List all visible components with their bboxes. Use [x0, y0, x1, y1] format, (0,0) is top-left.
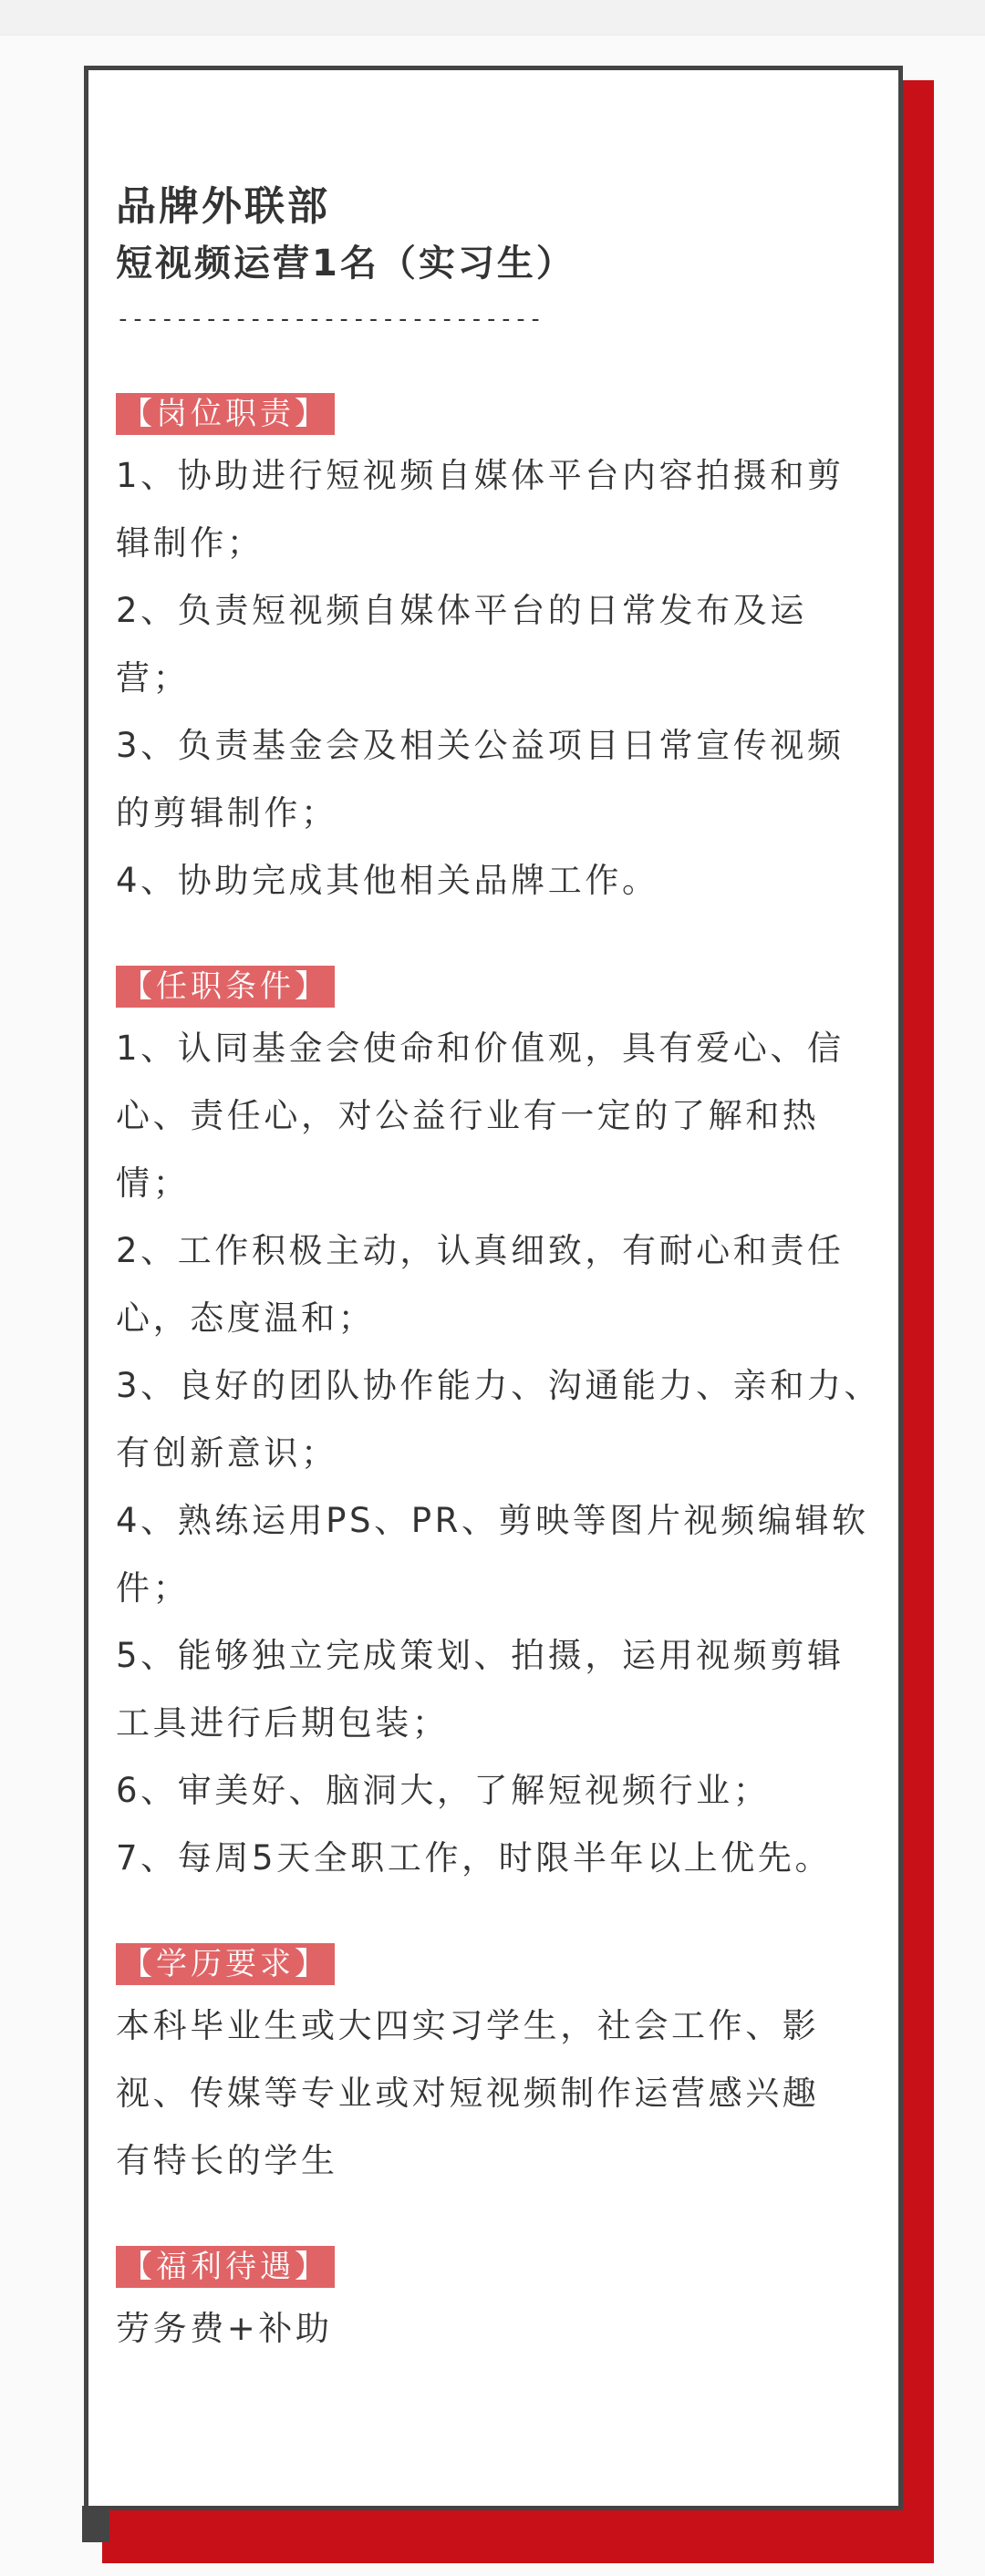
requirements-line: 心、责任心，对公益行业有一定的了解和热	[116, 1096, 820, 1135]
position-title: 短视频运营1名（实习生）	[116, 243, 575, 284]
duties-line: 3、负责基金会及相关公益项目日常宣传视频	[116, 726, 845, 765]
education-line: 本科毕业生或大四实习学生，社会工作、影	[116, 2006, 820, 2045]
requirements-line: 工具进行后期包装；	[116, 1703, 450, 1743]
duties-line: 辑制作；	[116, 523, 264, 563]
requirements-line: 有创新意识；	[116, 1433, 338, 1473]
section-label-requirements: 【任职条件】	[116, 966, 335, 1008]
card-corner-accent	[82, 2506, 109, 2542]
section-duties	[116, 393, 882, 915]
section-label-benefits: 【福利待遇】	[116, 2246, 335, 2288]
department-title: 品牌外联部	[116, 183, 330, 230]
duties-line: 的剪辑制作；	[116, 793, 338, 833]
section-requirements	[116, 966, 882, 1892]
requirements-line: 心，态度温和；	[116, 1298, 376, 1338]
top-band	[0, 0, 985, 36]
requirements-line: 6、审美好、脑洞大，了解短视频行业；	[116, 1771, 771, 1810]
education-line: 视、传媒等专业或对短视频制作运营感兴趣	[116, 2074, 820, 2113]
requirements-line: 件；	[116, 1568, 191, 1608]
requirements-line: 1、认同基金会使命和价值观，具有爱心、信	[116, 1029, 845, 1068]
section-education	[116, 1943, 882, 2195]
duties-line: 营；	[116, 658, 191, 698]
requirements-line: 3、良好的团队协作能力、沟通能力、亲和力、	[116, 1366, 882, 1405]
requirements-line: 情；	[116, 1164, 191, 1203]
job-posting-card	[84, 66, 903, 2510]
duties-line: 1、协助进行短视频自媒体平台内容拍摄和剪	[116, 456, 845, 495]
requirements-line: 2、工作积极主动，认真细致，有耐心和责任	[116, 1231, 845, 1270]
section-label-duties: 【岗位职责】	[116, 393, 335, 435]
requirements-line: 5、能够独立完成策划、拍摄，运用视频剪辑	[116, 1636, 845, 1675]
dashed-divider: -----------------------------	[116, 305, 544, 333]
card-content	[116, 180, 882, 2363]
section-benefits	[116, 2246, 882, 2363]
benefits-line: 劳务费+补助	[116, 2309, 333, 2348]
education-line: 有特长的学生	[116, 2141, 338, 2180]
section-label-education: 【学历要求】	[116, 1943, 335, 1985]
requirements-line: 7、每周5天全职工作，时限半年以上优先。	[116, 1838, 833, 1878]
requirements-line: 4、熟练运用PS、PR、剪映等图片视频编辑软	[116, 1501, 869, 1540]
duties-line: 4、协助完成其他相关品牌工作。	[116, 861, 659, 900]
duties-line: 2、负责短视频自媒体平台的日常发布及运	[116, 591, 807, 630]
